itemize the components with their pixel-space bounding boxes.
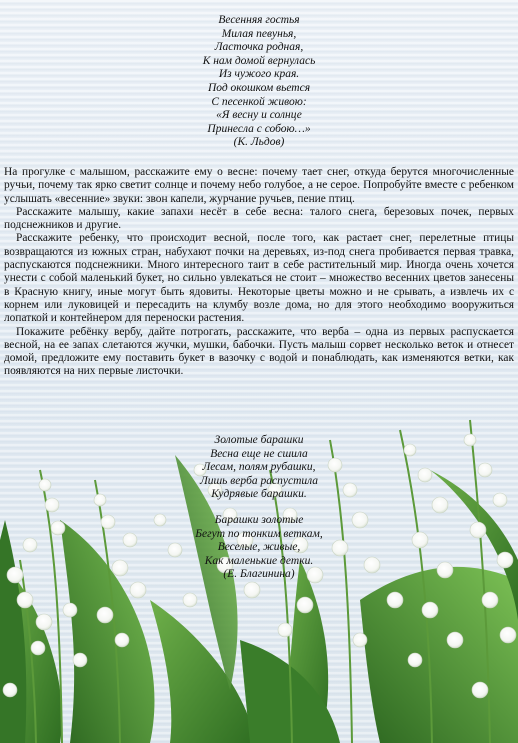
poem-line: Как маленькие детки. <box>204 554 314 567</box>
poem-line: Лесам, полям рубашки, <box>202 461 316 474</box>
poem-line: К нам домой вернулась <box>202 54 316 67</box>
poem-line: Из чужого края. <box>218 68 300 81</box>
paragraph: На прогулке с малышом, расскажите ему о весне: почему тает снег, откуда берутся многочисленные ручьи, почему так ярко светит солнце и почему небо голубое, а не серое. Попробуйте вместе с ребенком услышать «весенние» звуки: звон капели, журчание ручьев, пение птиц. <box>4 166 514 205</box>
paragraph: Расскажите ребенку, что происходит весной, после того, как растает снег, перелетные птицы возвращаются из южных стран, набухают почки на деревьях, из-под снега пробивается первая травка, распускаются подснежники. Много интересного таит в себе растительный мир. Иногда очень хочется унести с собой маленький букет, но сильно увлекаться не стоит – множество весенних цветов занесены в Красную книгу, иные могут быть ядовиты. Некоторые цветы можно и не срывать, а извлечь их с корнем или луковицей и пересадить на клумбу возле дома, но для этого необходимо вооружиться лопаткой и контейнером для переноски растения. <box>4 232 514 325</box>
paragraph: Расскажите малышу, какие запахи несёт в себе весна: талого снега, березовых почек, первых подснежников и другие. <box>4 205 514 232</box>
paragraph: Покажите ребёнку вербу, дайте потрогать, расскажите, что верба – одна из первых распускается весной, на ее запах слетаются жучки, мушки, бабочки. Пусть малыш сорвет несколько веток и отнесет домой, предложите ему поставить букет в вазочку с водой и понаблюдать, как изменяются ветки, как появляются на них первые листочки. <box>4 325 514 378</box>
poem-line: Принесла с собою…» <box>207 122 311 135</box>
stanza-gap <box>150 502 368 514</box>
poem-line: Барашки золотые <box>214 513 304 526</box>
poem-line: Веселые, живые, <box>217 541 301 554</box>
article-body <box>4 166 514 379</box>
poem-line: Милая певунья, <box>221 27 297 40</box>
poem-line: Кудрявые барашки. <box>211 488 307 501</box>
poem-line: Под окошком вьется <box>207 81 311 94</box>
poem-line: Бегут по тонким веткам, <box>195 527 323 540</box>
poem-line: Весна еще не сшила <box>210 447 308 460</box>
poem-author: (К. Льдов) <box>233 136 285 149</box>
poem-author: (Е. Благинина) <box>223 568 295 581</box>
poem-line: Ласточка родная, <box>214 41 304 54</box>
poem-line: Золотые барашки <box>214 434 304 446</box>
poem-title: Весенняя гостья <box>218 14 300 26</box>
poem-spring-guest <box>0 14 518 150</box>
poem-golden-lambs <box>150 434 368 582</box>
poem-line: «Я весну и солнце <box>216 109 302 122</box>
poem-line: С песенкой живою: <box>211 95 307 108</box>
poem-line: Лишь верба распустила <box>199 474 319 487</box>
